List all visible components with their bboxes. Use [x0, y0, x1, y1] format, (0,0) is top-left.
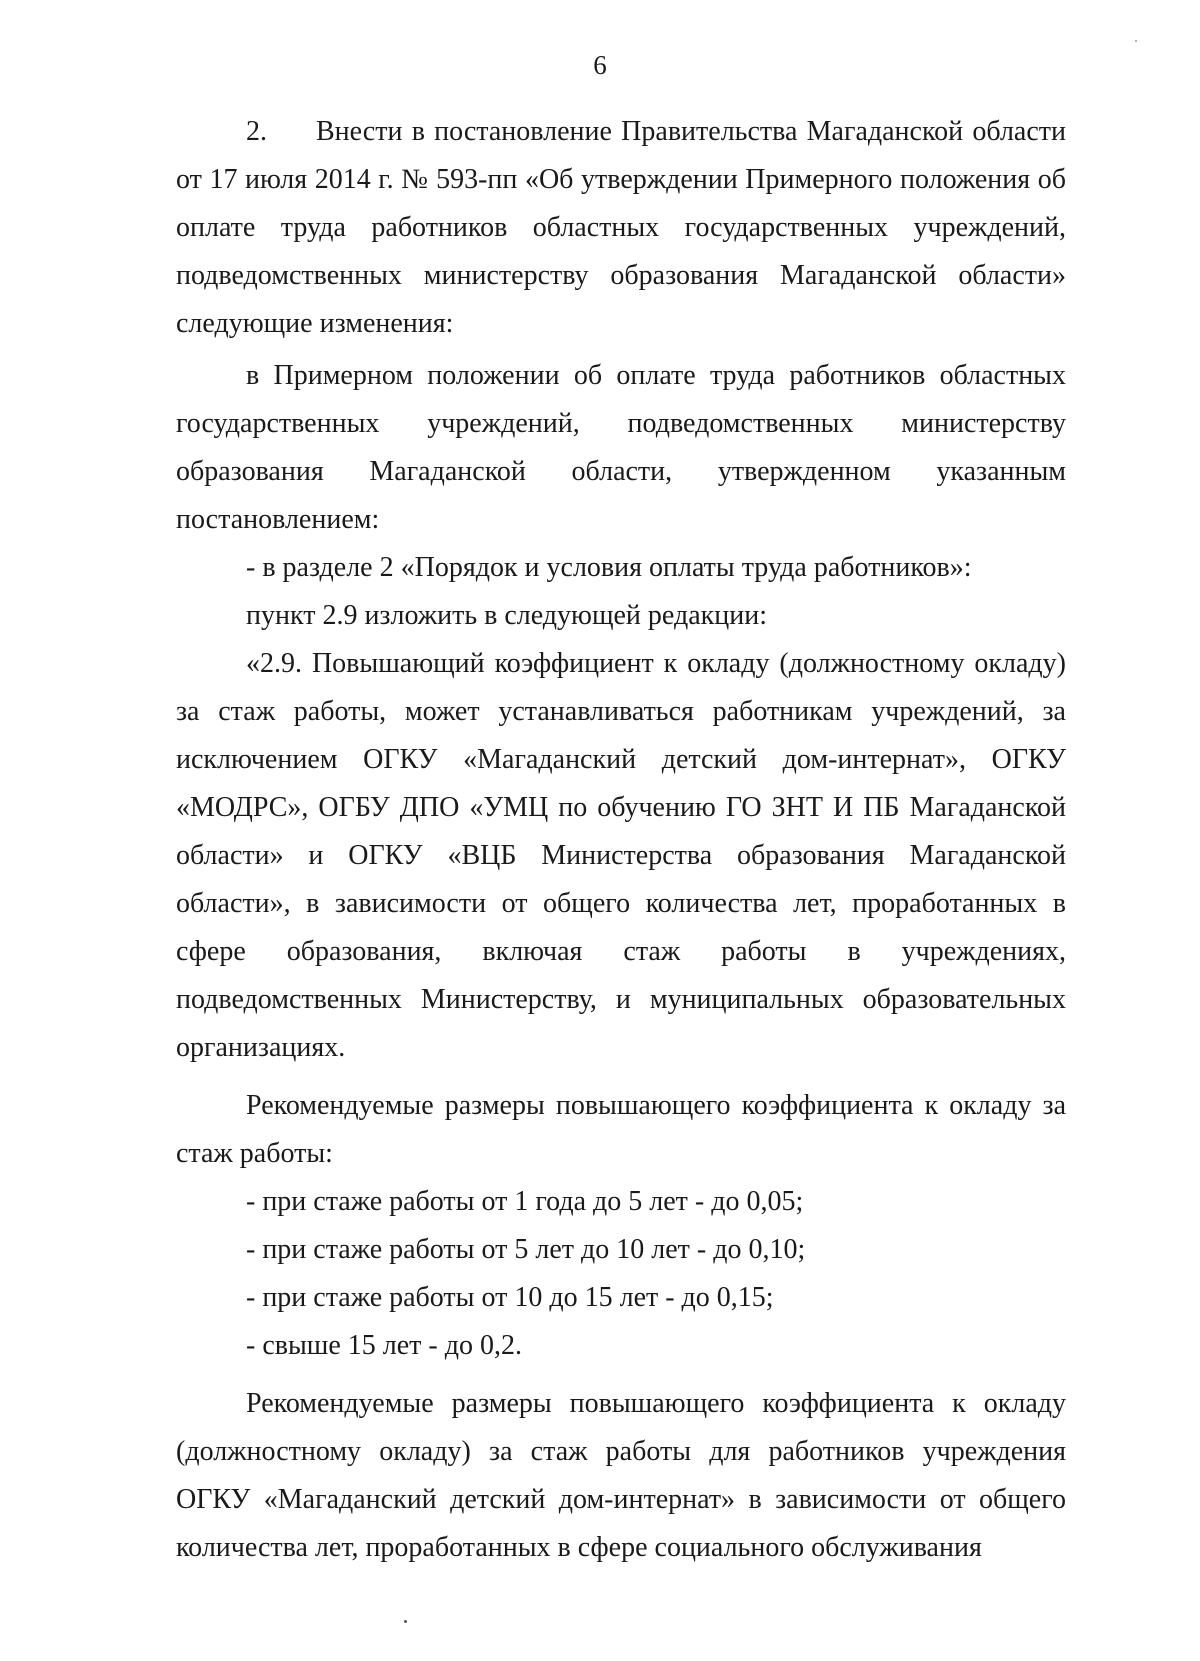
list-item: - при стаже работы от 1 года до 5 лет - до 0,05;: [246, 1186, 804, 1217]
paragraph-recommended-sizes-orphanage: Рекомендуемые размеры повышающего коэффициента к окладу (должностному окладу) за стаж работы для работников учреждения ОГКУ «Магаданский детский дом-интернат» в зависимости от общего количества лет, проработанных в сфере социального обслуживания: [176, 1388, 1066, 1563]
paragraph-amendment-intro: в Примерном положении об оплате труда работников областных государственных учреждений, подведомственных министерству образования Магаданской области, утвержденном указанным постановлением:: [176, 360, 1066, 535]
paragraph-point-2-9-intro: пункт 2.9 изложить в следующей редакции:: [246, 600, 767, 631]
paragraph-text: Внести в постановление Правительства Магаданской области от 17 июля 2014 г. № 593-пп «Об утверждении Примерного положения об оплате труда работников областных государственных учреждений, подведомственных министерству образования Магаданской области» следующие изменения:: [176, 116, 1066, 339]
paragraph-section-2: - в разделе 2 «Порядок и условия оплаты труда работников»:: [246, 552, 972, 583]
list-item: - при стаже работы от 10 до 15 лет - до 0,15;: [246, 1282, 774, 1313]
list-item: - свыше 15 лет - до 0,2.: [246, 1330, 522, 1361]
scan-speck: [404, 1620, 407, 1623]
list-item: - при стаже работы от 5 лет до 10 лет - до 0,10;: [246, 1234, 806, 1265]
scan-speck: [1135, 40, 1137, 42]
document-body: [176, 108, 1066, 1572]
paragraph-item-2: [176, 108, 1066, 348]
paragraph-number: 2.: [246, 116, 267, 147]
paragraph-recommended-sizes: Рекомендуемые размеры повышающего коэффициента к окладу за стаж работы:: [176, 1090, 1066, 1169]
page-number: 6: [593, 50, 607, 80]
paragraph-point-2-9: «2.9. Повышающий коэффициент к окладу (должностному окладу) за стаж работы, может устанавливаться работникам учреждений, за исключением ОГКУ «Магаданский детский дом-интернат», ОГКУ «МОДРС», ОГБУ ДПО «УМЦ по обучению ГО ЗНТ И ПБ Магаданской области» и ОГКУ «ВЦБ Министерства образования Магаданской области», в зависимости от общего количества лет, проработанных в сфере образования, включая стаж работы в учреждениях, подведомственных Министерству, и муниципальных образовательных организациях.: [176, 648, 1066, 1063]
